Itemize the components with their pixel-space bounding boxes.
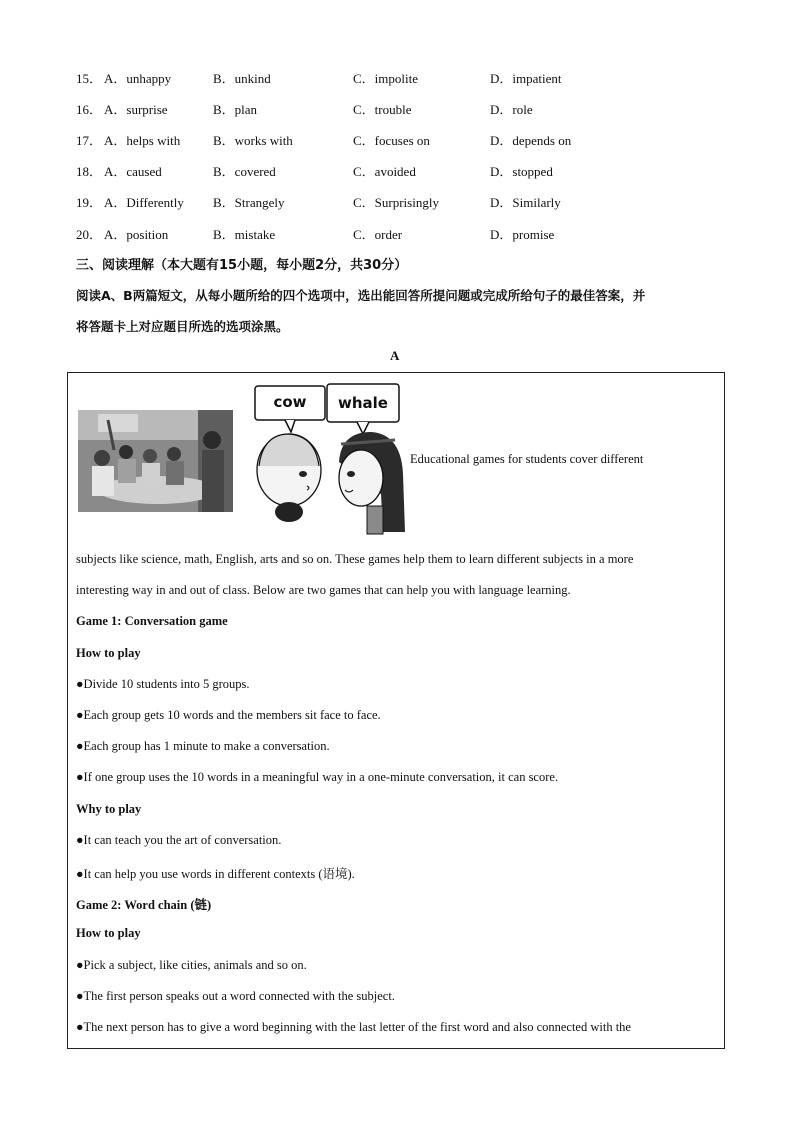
question-number: 17．	[76, 133, 103, 148]
classroom-photo	[78, 410, 233, 512]
question-row	[76, 161, 736, 181]
body-text: subjects like science, math, English, arts and so on. These games help them to learn different subjects in a more	[76, 552, 634, 566]
question-row	[76, 68, 736, 88]
option-d: D．promise	[490, 227, 555, 242]
option-a: A．surprise	[104, 102, 168, 117]
option-b: B．unkind	[213, 71, 271, 86]
section-title: 三、阅读理解（本大题有15小题，每小题2分，共30分）	[76, 258, 408, 273]
option-b: B．plan	[213, 102, 258, 117]
bubble-word-whale: whale	[338, 394, 388, 412]
option-c: C．focuses on	[353, 133, 430, 148]
game1-heading: Game 1: Conversation game	[76, 614, 228, 628]
option-c: C．order	[353, 227, 403, 242]
passage-label: A	[390, 348, 400, 363]
option-a: A．helps with	[104, 133, 181, 148]
option-a: A．position	[104, 227, 169, 242]
question-number: 20．	[76, 227, 103, 242]
bullet-item: ●The first person speaks out a word connected with the subject.	[76, 989, 395, 1003]
option-d: D．stopped	[490, 164, 553, 179]
option-c: C．avoided	[353, 164, 416, 179]
cartoon-girls-illustration	[245, 382, 410, 540]
classroom-photo-graphic	[78, 410, 233, 512]
bullet-item: ●Each group gets 10 words and the members sit face to face.	[76, 708, 381, 722]
bullet-item: ●It can help you use words in different contexts (语境).	[76, 867, 355, 881]
body-text: interesting way in and out of class. Below are two games that can help you with language learning.	[76, 583, 571, 597]
bullet-item: ●Pick a subject, like cities, animals and so on.	[76, 958, 307, 972]
bullet-item: ●Divide 10 students into 5 groups.	[76, 677, 250, 691]
option-d: D．role	[490, 102, 533, 117]
instruction-line: 将答题卡上对应题目所选的选项涂黑。	[76, 319, 289, 334]
question-row	[76, 192, 736, 212]
how-to-play-heading: How to play	[76, 926, 141, 940]
option-a: A．Differently	[104, 195, 184, 210]
option-c: C．Surprisingly	[353, 195, 439, 210]
option-d: D．Similarly	[490, 195, 561, 210]
bullet-item: ●Each group has 1 minute to make a conversation.	[76, 739, 330, 753]
bullet-item: ●If one group uses the 10 words in a meaningful way in a one-minute conversation, it can score.	[76, 770, 559, 784]
option-b: B．covered	[213, 164, 276, 179]
how-to-play-heading: How to play	[76, 646, 141, 660]
option-b: B．Strangely	[213, 195, 285, 210]
option-a: A．unhappy	[104, 71, 172, 86]
question-number: 18．	[76, 164, 103, 179]
option-b: B．mistake	[213, 227, 276, 242]
question-row	[76, 99, 736, 119]
question-number: 16．	[76, 102, 103, 117]
game2-heading: Game 2: Word chain (链)	[76, 898, 212, 912]
option-a: A．caused	[104, 164, 162, 179]
option-b: B．works with	[213, 133, 293, 148]
bullet-item: ●It can teach you the art of conversation.	[76, 833, 282, 847]
option-d: D．impatient	[490, 71, 562, 86]
option-c: C．impolite	[353, 71, 419, 86]
instruction-line: 阅读A、B两篇短文，从每小题所给的四个选项中，选出能回答所提问题或完成所给句子的最佳答案，并	[76, 288, 646, 303]
question-number: 19．	[76, 195, 103, 210]
question-number: 15．	[76, 71, 103, 86]
bubble-word-cow: cow	[273, 393, 307, 411]
question-row	[76, 130, 736, 150]
option-c: C．trouble	[353, 102, 412, 117]
intro-text: Educational games for students cover different	[410, 452, 644, 466]
option-d: D．depends on	[490, 133, 572, 148]
question-row	[76, 224, 736, 244]
why-to-play-heading: Why to play	[76, 802, 142, 816]
bullet-item: ●The next person has to give a word beginning with the last letter of the first word and also connected with the	[76, 1020, 631, 1034]
